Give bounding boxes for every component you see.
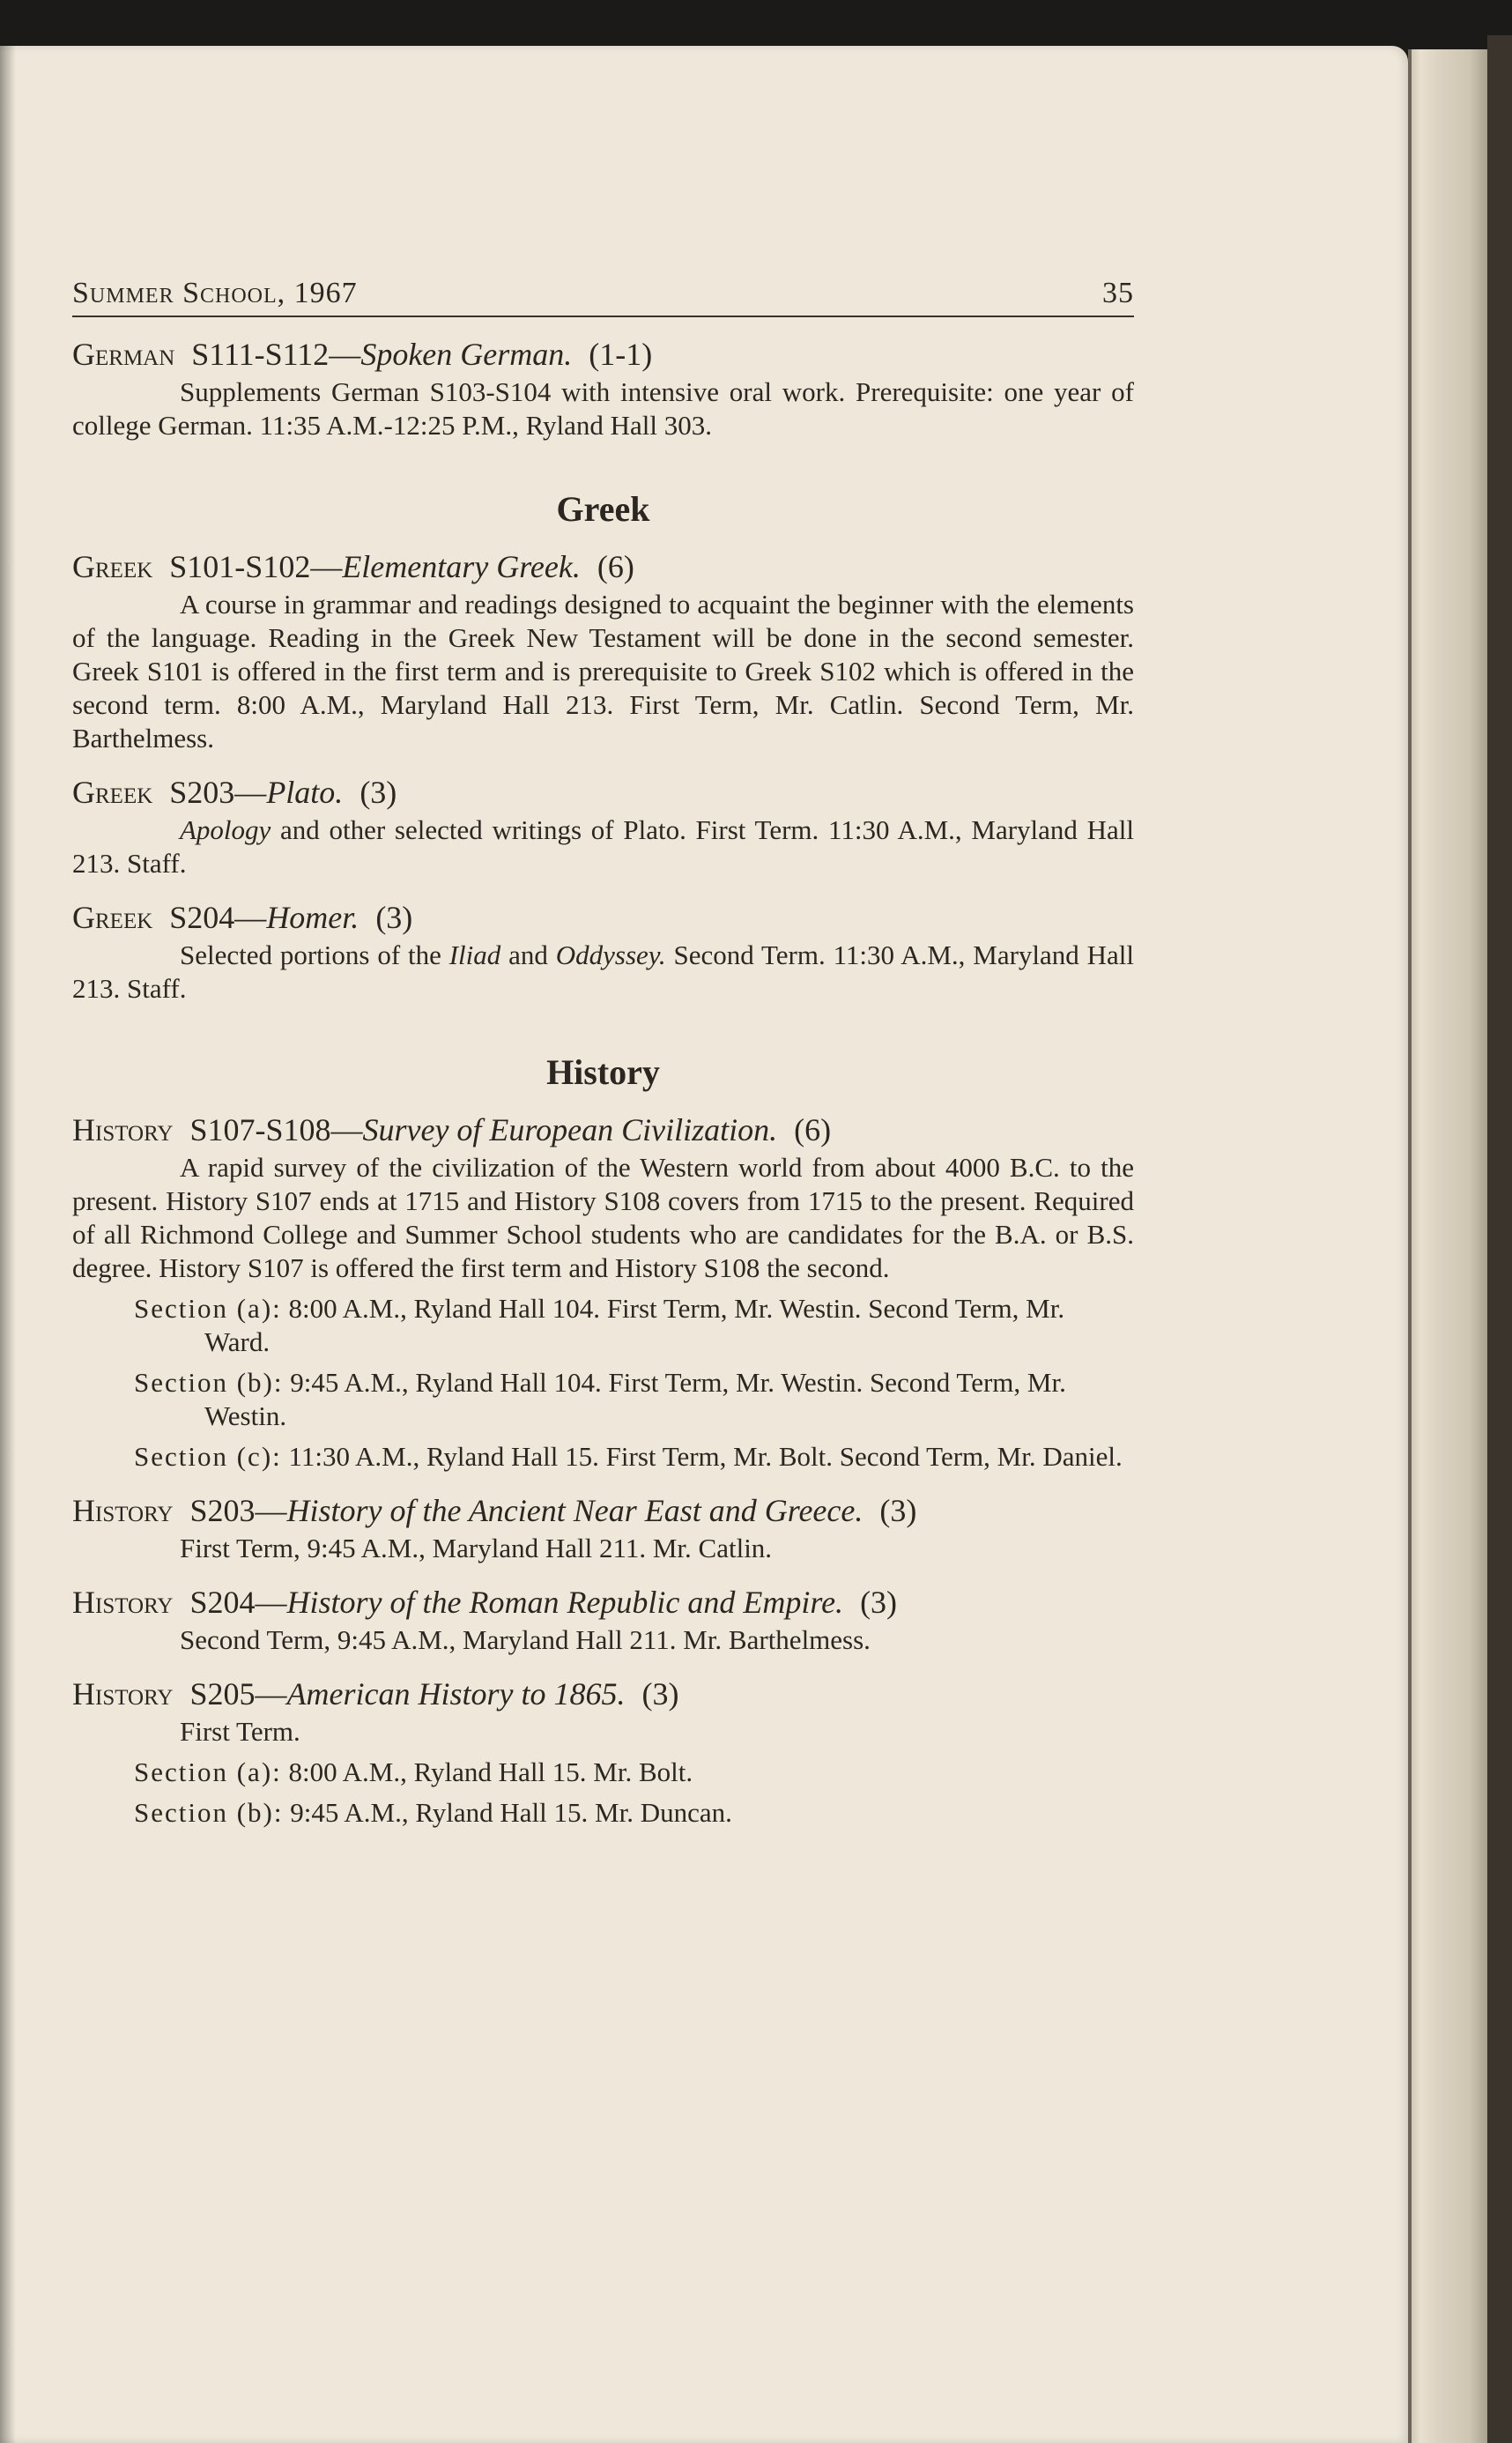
course-title: Spoken German. <box>360 337 573 372</box>
description-text: Second Term. 11:30 A.M., Maryland Hall 213. Staff. <box>72 939 1134 1004</box>
work-title: Apology <box>180 814 271 845</box>
course-credits: (1-1) <box>589 337 653 372</box>
course-title: American History to 1865. <box>286 1676 626 1712</box>
section-label: Section (b): <box>134 1367 284 1398</box>
course-heading <box>72 547 1134 586</box>
book-cover-edge <box>1487 35 1512 2443</box>
page-edges <box>1408 49 1487 2443</box>
course-description: A course in grammar and readings designed to acquaint the beginner with the elements of the language. Reading in the Greek New Testament will be done in the second semester. Greek S101 is offered in the first term and is prerequisite to Greek S102 which is offered in the second term. 8:00 A.M., Maryland Hall 213. First Term, Mr. Catlin. Second Term, Mr. Barthelmess. <box>72 589 1134 754</box>
section-details: 9:45 A.M., Ryland Hall 104. First Term, Mr. Westin. Second Term, Mr. Westin. <box>204 1367 1066 1431</box>
course-code: S111-S112— <box>191 337 361 372</box>
course-dept: History <box>72 1493 174 1528</box>
course-entry <box>72 1674 1134 1830</box>
course-credits: (6) <box>794 1112 832 1147</box>
section-heading-greek: Greek <box>556 489 650 529</box>
course-credits: (6) <box>597 549 634 584</box>
section-details: 11:30 A.M., Ryland Hall 15. First Term, Mr. Bolt. Second Term, Mr. Daniel. <box>288 1441 1123 1472</box>
course-dept: German <box>72 337 175 372</box>
course-credits: (3) <box>879 1493 917 1528</box>
section-details: 9:45 A.M., Ryland Hall 15. Mr. Duncan. <box>290 1797 732 1828</box>
course-heading <box>72 1491 1134 1530</box>
course-heading <box>72 1583 1134 1622</box>
description-text: and <box>500 939 556 970</box>
description-text: and other selected writings of Plato. First Term. 11:30 A.M., Maryland Hall 213. Staff. <box>72 814 1134 879</box>
course-entry <box>72 547 1134 755</box>
course-dept: Greek <box>72 775 153 810</box>
section-heading-history: History <box>546 1052 660 1092</box>
course-credits: (3) <box>860 1585 898 1620</box>
section-label: Section (c): <box>134 1441 282 1472</box>
course-code: S107-S108— <box>189 1112 363 1147</box>
course-dept: History <box>72 1112 174 1147</box>
course-description: First Term. <box>180 1716 300 1747</box>
page-number: 35 <box>1102 277 1134 309</box>
running-head <box>72 277 1134 317</box>
section-label: Section (b): <box>134 1797 284 1828</box>
course-entry <box>72 1110 1134 1474</box>
course-description: First Term, 9:45 A.M., Maryland Hall 211. Mr. Catlin. <box>180 1533 773 1563</box>
description-text: Selected portions of the <box>180 939 449 970</box>
course-description: A rapid survey of the civilization of the Western world from about 4000 B.C. to the present. History S107 ends at 1715 and History S108 covers from 1715 to the present. Required of all Richmond College and Summer School students who are candidates for the B.A. or B.S. degree. History S107 is offered the first term and History S108 the second. <box>72 1152 1134 1283</box>
course-section <box>72 1796 1134 1830</box>
course-section <box>72 1756 1134 1789</box>
course-heading <box>72 1674 1134 1713</box>
work-title: Iliad <box>448 939 501 970</box>
section-details: 8:00 A.M., Ryland Hall 104. First Term, Mr. Westin. Second Term, Mr. Ward. <box>204 1293 1065 1357</box>
section-label: Section (a): <box>134 1756 282 1787</box>
gutter-shadow <box>0 46 16 2443</box>
course-dept: History <box>72 1676 174 1712</box>
course-heading <box>72 335 1134 374</box>
course-dept: History <box>72 1585 174 1620</box>
course-code: S205— <box>189 1676 287 1712</box>
course-code: S101-S102— <box>169 549 343 584</box>
section-details: 8:00 A.M., Ryland Hall 15. Mr. Bolt. <box>288 1756 693 1787</box>
course-credits: (3) <box>359 775 397 810</box>
course-credits: (3) <box>641 1676 679 1712</box>
course-title: History of the Roman Republic and Empire. <box>286 1585 844 1620</box>
course-entry <box>72 898 1134 1006</box>
course-title: Plato. <box>266 775 344 810</box>
course-entry <box>72 1583 1134 1657</box>
course-heading <box>72 773 1134 812</box>
page-content <box>72 277 1134 1830</box>
course-entry <box>72 335 1134 442</box>
course-dept: Greek <box>72 900 153 935</box>
course-section <box>72 1440 1134 1474</box>
course-description <box>72 939 1134 1006</box>
work-title: Oddyssey. <box>555 939 666 970</box>
course-dept: Greek <box>72 549 153 584</box>
course-code: S203— <box>169 775 267 810</box>
course-code: S204— <box>189 1585 287 1620</box>
course-description: Second Term, 9:45 A.M., Maryland Hall 211. Mr. Barthelmess. <box>180 1624 871 1655</box>
course-credits: (3) <box>375 900 413 935</box>
course-entry <box>72 1491 1134 1565</box>
course-entry <box>72 773 1134 880</box>
course-heading <box>72 898 1134 937</box>
course-code: S203— <box>189 1493 287 1528</box>
course-section <box>72 1292 1134 1359</box>
course-code: S204— <box>169 900 267 935</box>
course-section <box>72 1366 1134 1433</box>
course-title: History of the Ancient Near East and Greece. <box>286 1493 863 1528</box>
course-title: Survey of European Civilization. <box>362 1112 778 1147</box>
running-head-title: Summer School, 1967 <box>72 277 358 309</box>
course-description: Supplements German S103-S104 with intensive oral work. Prerequisite: one year of college German. 11:35 A.M.-12:25 P.M., Ryland Hall 303. <box>72 376 1134 441</box>
course-title: Elementary Greek. <box>342 549 581 584</box>
course-description <box>72 813 1134 880</box>
section-label: Section (a): <box>134 1293 282 1324</box>
course-heading <box>72 1110 1134 1149</box>
course-title: Homer. <box>266 900 359 935</box>
